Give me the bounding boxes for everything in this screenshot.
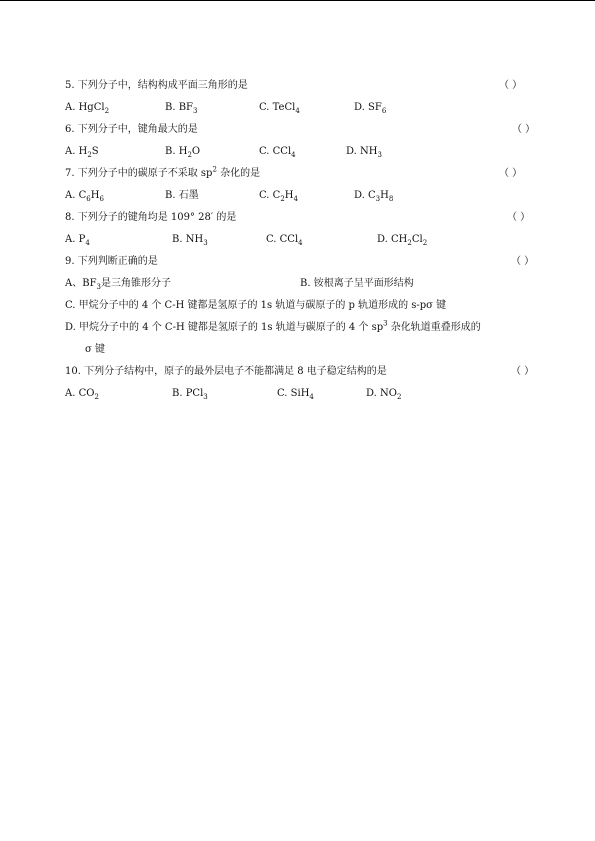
- q9-stem: 9. 下列判断正确的是: [65, 256, 158, 267]
- q7-stem-line: [0, 167, 595, 181]
- q7-options-line: [0, 189, 595, 203]
- q9-option-d-line: [0, 321, 595, 335]
- q8-answer-paren: （ ）: [507, 212, 531, 223]
- q10-option-c: C. SiH$_4$: [277, 388, 314, 401]
- q10-option-a: A. $CO_2$: [65, 388, 99, 401]
- q9-option-b: B. 铵根离子呈平面形结构: [300, 278, 414, 289]
- q6-options-line: [0, 145, 595, 159]
- q10-options-line: [0, 387, 595, 401]
- q5-answer-paren: （ ）: [499, 80, 523, 91]
- q6-option-c: C. CCl$_4$: [259, 146, 296, 159]
- q9-option-d-continuation: σ 键: [85, 344, 106, 355]
- q5-options-line: [0, 101, 595, 115]
- q5-stem: 5. 下列分子中，结构构成平面三角形的是: [65, 80, 248, 91]
- q7-option-c: C. $C_2H_4$: [259, 190, 298, 203]
- q6-answer-paren: （ ）: [512, 124, 536, 135]
- q9-option-d: D. 甲烷分子中的 4 个 C-H 键都是氢原子的 1s 轨道与碳原子的 4 个 $sp^3$ 杂化轨道重叠形成的: [65, 319, 481, 333]
- q8-option-b: B. $NH_3$: [172, 234, 208, 247]
- q8-option-c: C. CCl$_4$: [266, 234, 303, 247]
- q8-stem-line: [0, 211, 595, 225]
- q7-option-d: D. $C_3H_8$: [354, 190, 394, 203]
- q8-option-d: D. $CH_2Cl_2$: [377, 234, 428, 247]
- q5-option-a: A. HgCl$_2$: [65, 102, 110, 115]
- q8-stem: 8. 下列分子的键角均是 109° 28′ 的是: [65, 212, 237, 223]
- q9-option-d-continuation-line: [0, 343, 595, 357]
- q6-option-a: A. $H_2S$: [65, 146, 99, 159]
- q10-option-b: B. PCl$_3$: [172, 388, 208, 401]
- q6-option-d: D. $NH_3$: [346, 146, 382, 159]
- q5-option-c: C. TeCl$_4$: [259, 102, 300, 115]
- q9-option-c-line: [0, 299, 595, 313]
- q9-answer-paren: （ ）: [511, 256, 535, 267]
- q9-options-ab-line: [0, 277, 595, 291]
- q7-stem: 7. 下列分子中的碳原子不采取 $sp^2$ 杂化的是: [65, 165, 261, 179]
- q9-option-c: C. 甲烷分子中的 4 个 C-H 键都是氢原子的 1s 轨道与碳原子的 p 轨道形成的 s-pσ 键: [65, 300, 447, 311]
- q8-option-a: A. $P_4$: [65, 234, 90, 247]
- q6-stem: 6. 下列分子中，键角最大的是: [65, 124, 198, 135]
- q7-option-a: A. $C_6H_6$: [65, 190, 104, 203]
- q10-stem-line: [0, 365, 595, 379]
- q10-option-d: D. $NO_2$: [366, 388, 402, 401]
- page-top-rule: [0, 0, 595, 1]
- q6-stem-line: [0, 123, 595, 137]
- q10-answer-paren: （ ）: [511, 366, 535, 377]
- q7-answer-paren: （ ）: [499, 168, 523, 179]
- q9-stem-line: [0, 255, 595, 269]
- q7-option-b: B. 石墨: [165, 190, 199, 201]
- q5-option-b: B. $BF_3$: [165, 102, 198, 115]
- q5-stem-line: [0, 79, 595, 93]
- q9-option-a: A、$BF_3$是三角锥形分子: [65, 278, 171, 291]
- q10-stem: 10. 下列分子结构中，原子的最外层电子不能都满足 8 电子稳定结构的是: [65, 366, 387, 377]
- q5-option-d: D. $SF_6$: [354, 102, 387, 115]
- q6-option-b: B. $H_2O$: [165, 146, 201, 159]
- q8-options-line: [0, 233, 595, 247]
